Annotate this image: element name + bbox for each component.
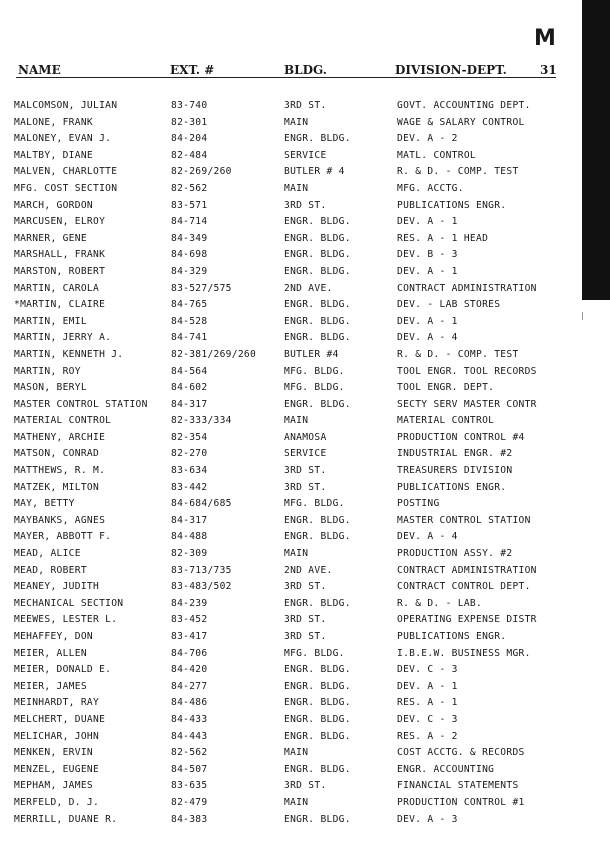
- entry-building: MFG. BLDG.: [284, 382, 345, 394]
- directory-row: [0, 614, 580, 631]
- entry-building: 3RD ST.: [284, 581, 327, 593]
- entry-name: MASTER CONTROL STATION: [14, 398, 148, 410]
- entry-building: ENGR. BLDG.: [284, 664, 351, 676]
- entry-extension: 84-602: [171, 382, 208, 394]
- entry-name: MEHAFFEY, DON: [14, 631, 93, 642]
- entry-name: MALONEY, EVAN J.: [14, 133, 112, 145]
- entry-division: MASTER CONTROL STATION: [397, 514, 531, 526]
- entry-name: MEEWES, LESTER L.: [14, 614, 118, 626]
- directory-row: [0, 648, 580, 665]
- entry-extension: 84-420: [171, 664, 208, 676]
- entry-extension: 82-309: [171, 548, 208, 560]
- directory-row: [0, 631, 580, 648]
- entry-extension: 82-333/334: [171, 415, 232, 427]
- entry-division: MATERIAL CONTROL: [397, 415, 495, 427]
- entry-division: INDUSTRIAL ENGR. #2: [397, 448, 513, 460]
- entry-building: ENGR. BLDG.: [284, 813, 351, 825]
- directory-row: [0, 448, 580, 465]
- entry-extension: 84-706: [171, 647, 208, 659]
- directory-row: [0, 332, 580, 349]
- entry-building: ANAMOSA: [284, 431, 327, 443]
- entry-division: PUBLICATIONS ENGR.: [397, 199, 507, 211]
- entry-division: CONTRACT ADMINISTRATION: [397, 564, 537, 576]
- entry-building: ENGR. BLDG.: [284, 133, 351, 145]
- entry-division: DEV. A - 4: [397, 332, 458, 344]
- entry-extension: 84-714: [171, 216, 208, 228]
- directory-list: [0, 100, 580, 830]
- entry-name: MAY, BETTY: [14, 498, 75, 510]
- section-letter: M: [534, 26, 556, 51]
- entry-division: DEV. A - 1: [397, 315, 458, 327]
- entry-building: 3RD ST.: [284, 780, 327, 792]
- directory-row: [0, 415, 580, 432]
- entry-division: DEV. A - 1: [397, 216, 458, 228]
- column-header-bldg: BLDG.: [284, 63, 327, 77]
- entry-building: MFG. BLDG.: [284, 365, 345, 377]
- directory-row: [0, 581, 580, 598]
- entry-building: ENGR. BLDG.: [284, 697, 351, 709]
- entry-extension: 83-713/735: [171, 564, 232, 576]
- entry-extension: 82-381/269/260: [171, 348, 257, 360]
- entry-name: MEAD, ALICE: [14, 548, 81, 560]
- entry-extension: 83-634: [171, 465, 208, 477]
- entry-division: COST ACCTG. & RECORDS: [397, 747, 525, 759]
- entry-name: MARSHALL, FRANK: [14, 249, 106, 261]
- entry-division: DEV. - LAB STORES: [397, 299, 501, 311]
- entry-extension: 84-698: [171, 249, 208, 261]
- entry-building: SERVICE: [284, 149, 327, 161]
- entry-building: 3RD ST.: [284, 100, 327, 111]
- entry-building: ENGR. BLDG.: [284, 730, 351, 742]
- entry-extension: 82-479: [171, 796, 208, 808]
- entry-extension: 82-270: [171, 448, 208, 460]
- entry-extension: 84-433: [171, 713, 208, 725]
- page-number: 31: [540, 63, 557, 77]
- entry-name: MEIER, JAMES: [14, 680, 87, 692]
- entry-building: ENGR. BLDG.: [284, 299, 351, 311]
- entry-division: R. & D. - LAB.: [397, 597, 483, 609]
- entry-extension: 82-301: [171, 116, 208, 128]
- directory-row: [0, 183, 580, 200]
- entry-extension: 84-349: [171, 232, 208, 244]
- directory-row: [0, 382, 580, 399]
- directory-row: [0, 731, 580, 748]
- entry-division: FINANCIAL STATEMENTS: [397, 780, 519, 792]
- entry-building: ENGR. BLDG.: [284, 265, 351, 277]
- entry-extension: 83-483/502: [171, 581, 232, 593]
- entry-division: DEV. A - 3: [397, 813, 458, 825]
- column-header-ext: EXT. #: [170, 63, 215, 77]
- entry-division: DEV. A - 1: [397, 680, 458, 692]
- entry-building: ENGR. BLDG.: [284, 514, 351, 526]
- entry-division: SECTY SERV MASTER CONTR: [397, 398, 537, 410]
- entry-name: MATZEK, MILTON: [14, 481, 100, 493]
- entry-building: ENGR. BLDG.: [284, 232, 351, 244]
- entry-name: MATTHEWS, R. M.: [14, 465, 106, 477]
- entry-division: RES. A - 1: [397, 697, 458, 709]
- entry-division: ENGR. ACCOUNTING: [397, 763, 495, 775]
- entry-name: MEANEY, JUDITH: [14, 581, 100, 593]
- entry-name: MELICHAR, JOHN: [14, 730, 100, 742]
- entry-name: MARTIN, ROY: [14, 365, 81, 377]
- entry-division: DEV. A - 2: [397, 133, 458, 145]
- entry-name: MEIER, DONALD E.: [14, 664, 112, 676]
- directory-row: [0, 714, 580, 731]
- directory-row: [0, 780, 580, 797]
- entry-extension: 82-562: [171, 182, 208, 194]
- entry-division: DEV. C - 3: [397, 713, 458, 725]
- entry-building: MAIN: [284, 796, 309, 808]
- entry-name: MARNER, GENE: [14, 232, 87, 244]
- entry-building: ENGR. BLDG.: [284, 332, 351, 344]
- directory-row: [0, 133, 580, 150]
- entry-extension: 82-484: [171, 149, 208, 161]
- entry-extension: 84-204: [171, 133, 208, 145]
- entry-extension: 84-317: [171, 514, 208, 526]
- directory-row: [0, 249, 580, 266]
- directory-row: [0, 100, 580, 117]
- directory-row: [0, 166, 580, 183]
- entry-division: I.B.E.W. BUSINESS MGR.: [397, 647, 531, 659]
- directory-row: [0, 465, 580, 482]
- entry-building: ENGR. BLDG.: [284, 216, 351, 228]
- entry-name: MARTIN, KENNETH J.: [14, 348, 124, 360]
- entry-division: RES. A - 2: [397, 730, 458, 742]
- entry-extension: 84-564: [171, 365, 208, 377]
- entry-building: ENGR. BLDG.: [284, 680, 351, 692]
- entry-name: MELCHERT, DUANE: [14, 713, 106, 725]
- entry-name: MEIER, ALLEN: [14, 647, 87, 659]
- column-header-division: DIVISION-DEPT.: [395, 63, 507, 77]
- directory-row: [0, 764, 580, 781]
- entry-division: CONTRACT ADMINISTRATION: [397, 282, 537, 294]
- directory-row: [0, 664, 580, 681]
- entry-division: WAGE & SALARY CONTROL: [397, 116, 525, 128]
- entry-name: MFG. COST SECTION: [14, 182, 118, 194]
- entry-name: MALONE, FRANK: [14, 116, 93, 128]
- directory-row: [0, 498, 580, 515]
- entry-name: MASON, BERYL: [14, 382, 87, 394]
- entry-building: 3RD ST.: [284, 631, 327, 642]
- entry-division: POSTING: [397, 498, 440, 510]
- entry-division: GOVT. ACCOUNTING DEPT.: [397, 100, 531, 111]
- entry-division: CONTRACT CONTROL DEPT.: [397, 581, 531, 593]
- entry-name: MARCUSEN, ELROY: [14, 216, 106, 228]
- entry-name: MECHANICAL SECTION: [14, 597, 124, 609]
- directory-row: [0, 150, 580, 167]
- directory-row: [0, 283, 580, 300]
- column-header-name: NAME: [18, 63, 61, 77]
- entry-building: 3RD ST.: [284, 481, 327, 493]
- directory-row: [0, 747, 580, 764]
- entry-extension: 83-417: [171, 631, 208, 642]
- entry-division: DEV. C - 3: [397, 664, 458, 676]
- entry-name: MAYER, ABBOTT F.: [14, 531, 112, 543]
- directory-row: [0, 316, 580, 333]
- entry-division: DEV. B - 3: [397, 249, 458, 261]
- directory-row: [0, 814, 580, 831]
- entry-name: *MARTIN, CLAIRE: [14, 299, 106, 311]
- entry-division: OPERATING EXPENSE DISTR: [397, 614, 537, 626]
- entry-building: ENGR. BLDG.: [284, 398, 351, 410]
- entry-building: MFG. BLDG.: [284, 647, 345, 659]
- entry-division: DEV. A - 4: [397, 531, 458, 543]
- entry-extension: 83-740: [171, 100, 208, 111]
- entry-extension: 84-383: [171, 813, 208, 825]
- entry-name: MATHENY, ARCHIE: [14, 431, 106, 443]
- directory-row: [0, 266, 580, 283]
- entry-name: MATSON, CONRAD: [14, 448, 100, 460]
- entry-extension: 83-442: [171, 481, 208, 493]
- directory-row: [0, 117, 580, 134]
- entry-division: PRODUCTION CONTROL #1: [397, 796, 525, 808]
- entry-building: MAIN: [284, 747, 309, 759]
- entry-extension: 84-741: [171, 332, 208, 344]
- directory-row: [0, 548, 580, 565]
- entry-building: BUTLER # 4: [284, 166, 345, 178]
- entry-division: R. & D. - COMP. TEST: [397, 166, 519, 178]
- entry-division: TREASURERS DIVISION: [397, 465, 513, 477]
- directory-row: [0, 531, 580, 548]
- entry-extension: 84-317: [171, 398, 208, 410]
- entry-extension: 84-488: [171, 531, 208, 543]
- entry-name: MERFELD, D. J.: [14, 796, 100, 808]
- entry-name: MEAD, ROBERT: [14, 564, 87, 576]
- entry-extension: 83-571: [171, 199, 208, 211]
- entry-extension: 82-562: [171, 747, 208, 759]
- entry-division: MFG. ACCTG.: [397, 182, 464, 194]
- entry-name: MALVEN, CHARLOTTE: [14, 166, 118, 178]
- entry-division: RES. A - 1 HEAD: [397, 232, 489, 244]
- entry-building: ENGR. BLDG.: [284, 249, 351, 261]
- entry-building: ENGR. BLDG.: [284, 713, 351, 725]
- entry-building: BUTLER #4: [284, 348, 339, 360]
- entry-name: MALTBY, DIANE: [14, 149, 93, 161]
- entry-name: MENZEL, EUGENE: [14, 763, 100, 775]
- entry-extension: 83-635: [171, 780, 208, 792]
- directory-row: [0, 200, 580, 217]
- entry-name: MERRILL, DUANE R.: [14, 813, 118, 825]
- entry-name: MARSTON, ROBERT: [14, 265, 106, 277]
- entry-extension: 84-239: [171, 597, 208, 609]
- entry-extension: 84-765: [171, 299, 208, 311]
- directory-row: [0, 515, 580, 532]
- directory-row: [0, 598, 580, 615]
- entry-name: MARTIN, JERRY A.: [14, 332, 112, 344]
- directory-row: [0, 233, 580, 250]
- entry-extension: 84-507: [171, 763, 208, 775]
- directory-row: [0, 366, 580, 383]
- directory-row: [0, 216, 580, 233]
- entry-building: MFG. BLDG.: [284, 498, 345, 510]
- directory-row: [0, 565, 580, 582]
- entry-building: ENGR. BLDG.: [284, 763, 351, 775]
- entry-extension: 82-354: [171, 431, 208, 443]
- entry-extension: 84-486: [171, 697, 208, 709]
- entry-building: MAIN: [284, 415, 309, 427]
- entry-name: MEPHAM, JAMES: [14, 780, 93, 792]
- directory-row: [0, 797, 580, 814]
- entry-name: MALCOMSON, JULIAN: [14, 100, 118, 111]
- entry-division: PRODUCTION ASSY. #2: [397, 548, 513, 560]
- directory-row: [0, 482, 580, 499]
- entry-division: PUBLICATIONS ENGR.: [397, 481, 507, 493]
- entry-extension: 82-269/260: [171, 166, 232, 178]
- entry-division: R. & D. - COMP. TEST: [397, 348, 519, 360]
- entry-division: PRODUCTION CONTROL #4: [397, 431, 525, 443]
- entry-name: MARTIN, EMIL: [14, 315, 87, 327]
- entry-building: ENGR. BLDG.: [284, 315, 351, 327]
- entry-building: 2ND AVE.: [284, 282, 333, 294]
- directory-row: [0, 299, 580, 316]
- entry-building: 3RD ST.: [284, 199, 327, 211]
- entry-extension: 84-277: [171, 680, 208, 692]
- directory-row: [0, 432, 580, 449]
- entry-extension: 83-452: [171, 614, 208, 626]
- directory-row: [0, 681, 580, 698]
- directory-row: [0, 349, 580, 366]
- entry-name: MAYBANKS, AGNES: [14, 514, 106, 526]
- entry-building: SERVICE: [284, 448, 327, 460]
- entry-extension: 84-443: [171, 730, 208, 742]
- entry-name: MATERIAL CONTROL: [14, 415, 112, 427]
- entry-building: MAIN: [284, 182, 309, 194]
- entry-name: MEINHARDT, RAY: [14, 697, 100, 709]
- entry-extension: 84-684/685: [171, 498, 232, 510]
- entry-division: PUBLICATIONS ENGR.: [397, 631, 507, 642]
- entry-building: ENGR. BLDG.: [284, 531, 351, 543]
- directory-row: [0, 697, 580, 714]
- entry-building: 3RD ST.: [284, 465, 327, 477]
- directory-row: [0, 399, 580, 416]
- entry-division: TOOL ENGR. DEPT.: [397, 382, 495, 394]
- entry-building: MAIN: [284, 116, 309, 128]
- entry-extension: 83-527/575: [171, 282, 232, 294]
- entry-division: TOOL ENGR. TOOL RECORDS: [397, 365, 537, 377]
- entry-division: MATL. CONTROL: [397, 149, 476, 161]
- entry-extension: 84-329: [171, 265, 208, 277]
- entry-name: MENKEN, ERVIN: [14, 747, 93, 759]
- entry-building: MAIN: [284, 548, 309, 560]
- entry-division: DEV. A - 1: [397, 265, 458, 277]
- entry-name: MARTIN, CAROLA: [14, 282, 100, 294]
- entry-building: 2ND AVE.: [284, 564, 333, 576]
- entry-name: MARCH, GORDON: [14, 199, 93, 211]
- header-rule: [16, 77, 556, 78]
- margin-mark: [582, 312, 583, 320]
- entry-extension: 84-528: [171, 315, 208, 327]
- entry-building: 3RD ST.: [284, 614, 327, 626]
- section-edge-tab: [582, 0, 610, 300]
- entry-building: ENGR. BLDG.: [284, 597, 351, 609]
